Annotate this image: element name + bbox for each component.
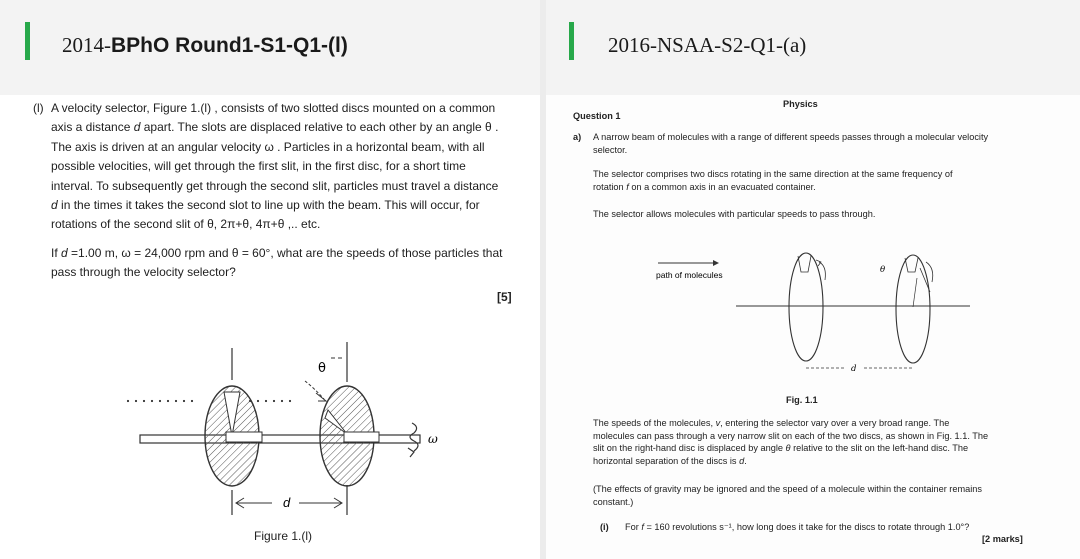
gravity-line: (The effects of gravity may be ignored and the speed of a molecule within the container remains [593,484,982,494]
speeds-text-part: The speeds of the molecules, [593,418,716,428]
path-arrowhead [713,260,719,266]
gravity-line: constant.) [593,496,634,507]
p1-text: apart. The slots are displaced relative to each other by an angle θ . [140,120,499,135]
left-title-prefix: 2014- [62,33,111,57]
p2-text: If [51,246,62,260]
p2-var: d [61,246,68,260]
p1-line: A velocity selector, Figure 1.(l) , consists of two slotted discs mounted on a common [51,101,496,115]
left-disc [789,253,823,361]
right-slit-reference [905,258,918,272]
molecular-selector-figure [546,0,1080,559]
figure-caption: Figure 1.(l) [254,529,313,543]
p1-var: d [51,198,58,213]
sub-question-text [625,521,1075,534]
question-number: (l) [33,101,44,115]
p2-line: pass through the velocity selector? [51,265,236,280]
question-label: Question 1 [573,111,621,121]
d-label: d [283,495,291,510]
figure-caption: Fig. 1.1 [786,395,818,405]
marks-label: [5] [497,290,512,304]
speeds-var: θ [785,443,791,454]
speeds-text-part: . [744,455,747,466]
path-label: path of molecules [656,270,723,280]
speeds-text-part: horizontal separation of the discs is [593,455,740,466]
speeds-line [593,417,1075,430]
marks-label: [2 marks] [982,534,1023,544]
speeds-line [593,442,1075,455]
right-title: 2016-NSAA-S2-Q1-(a) [608,33,807,57]
speeds-text-part: , entering the selector vary over a very broad range. The [720,418,950,428]
right-disc [896,255,930,363]
d-label: d [851,364,857,374]
part-a-label: a) [573,132,582,142]
selector-line: The selector comprises two discs rotating in the same direction at the same frequency of [593,169,953,179]
p1-line: rotations of the second slit of θ, 2π+θ, 4π+θ ,.. etc. [51,217,321,232]
allows-text: The selector allows molecules with particular speeds to pass through. [593,209,876,219]
selector-text-part: rotation [593,181,627,192]
rotation-arrowhead [408,448,414,457]
theta-label: θ [318,361,326,376]
p1-text: axis a distance [51,120,134,135]
slit-angle-line [913,278,917,307]
sub-question-var: f [641,522,644,532]
speeds-text [593,417,1075,467]
theta-arrow [305,381,324,399]
p2-text: =1.00 m, ω = 24,000 rpm and θ = 60°, what are the speeds of those particles that [67,246,503,260]
speeds-text-part: relative to the slit on the left-hand disc. The [790,443,969,454]
sub-question-part: For [625,522,642,532]
p1-text: in the times it takes the second slot to line up with the beam. This will occur, for [57,198,480,213]
p1-var: d [133,120,141,135]
part-a-line: selector. [593,144,628,155]
speeds-line [593,455,1075,468]
p1-line: possible velocities, will get through the first slit, in the first disc, for a short time [51,159,466,174]
speeds-var: v [715,418,721,428]
speeds-line: molecules can pass through a very narrow slit on each of the two discs, as shown in Fig. 1.1. The [593,430,989,441]
theta-arrowhead [316,393,326,401]
selector-text-part: on a common axis in an evacuated container. [628,181,816,192]
sub-question-part: = 160 revolutions s⁻¹, how long does it take for the discs to rotate through 1.0°? [643,522,970,532]
p1-line: The axis is driven at an angular velocity ω . Particles in a horizontal beam, with all [51,139,485,154]
speeds-var: d [739,455,745,466]
selector-var: f [626,181,629,192]
left-slit [798,256,811,272]
speeds-text-part: slit on the right-hand disc is displaced by angle [593,443,786,454]
left-title-main: BPhO Round1-S1-Q1-(l) [111,34,348,57]
particle-beam-dots [127,400,291,402]
omega-label: ω [428,432,438,446]
gravity-note [593,483,1075,508]
subject-heading: Physics [783,99,818,109]
sub-question-label: (i) [600,522,609,532]
left-disc-hub [226,432,262,442]
right-panel [546,0,1080,559]
p1-line: interval. To subsequently get through the second slit, particles must travel a distance [51,178,499,193]
right-disc-hub [344,432,379,442]
part-a-line: A narrow beam of molecules with a range of different speeds passes through a molecular velocity [593,132,989,142]
theta-label: θ [880,265,886,275]
